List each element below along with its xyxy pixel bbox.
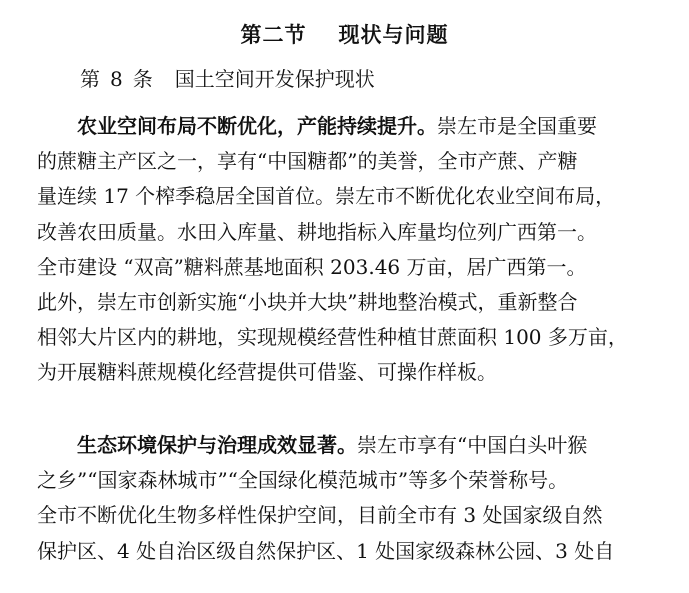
paragraph-ecology: [37, 428, 657, 569]
article-suffix: 条: [132, 67, 153, 91]
section-number: 第二节: [240, 22, 307, 47]
paragraph-line: 此外，崇左市创新实施“小块并大块”耕地整治模式，重新整合: [37, 289, 578, 314]
paragraph-agriculture: [37, 109, 657, 391]
article-title: 国土空间开发保护现状: [174, 67, 375, 91]
paragraph-line: 全市不断优化生物多样性保护空间，目前全市有 3 处国家级自然: [37, 503, 603, 528]
paragraph-text: 崇左市享有“中国白头叶猴: [357, 433, 588, 457]
article-heading: [80, 64, 375, 94]
paragraph-line: 全市建设 “双高”糖料蔗基地面积 203.46 万亩，居广西第一。: [37, 254, 587, 279]
paragraph-line: [37, 109, 657, 144]
paragraph-line: [37, 428, 657, 463]
paragraph-line: 改善农田质量。水田入库量、耕地指标入库量均位列广西第一。: [37, 219, 597, 244]
article-number: 8: [110, 67, 123, 91]
paragraph-line: 为开展糖料蔗规模化经营提供可借鉴、可操作样板。: [37, 360, 497, 385]
paragraph-line: 之乡”“国家森林城市”“全国绿化模范城市”等多个荣誉称号。: [37, 468, 569, 493]
paragraph-text: 崇左市是全国重要: [437, 114, 597, 138]
article-prefix: 第: [80, 67, 100, 91]
paragraph-lead: 农业空间布局不断优化，产能持续提升。: [77, 114, 437, 138]
paragraph-line: 量连续 17 个榨季稳居全国首位。崇左市不断优化农业空间布局，: [37, 184, 616, 209]
section-heading: [0, 20, 689, 50]
paragraph-lead: 生态环境保护与治理成效显著。: [77, 433, 357, 457]
paragraph-line: 的蔗糖主产区之一，享有“中国糖都”的美誉，全市产蔗、产糖: [37, 149, 578, 174]
section-title: 现状与问题: [338, 22, 449, 47]
paragraph-line: 保护区、4 处自治区级自然保护区、1 处国家级森林公园、3 处自: [37, 538, 615, 563]
paragraph-line: 相邻大片区内的耕地，实现规模经营性种植甘蔗面积 100 多万亩，: [37, 325, 628, 350]
